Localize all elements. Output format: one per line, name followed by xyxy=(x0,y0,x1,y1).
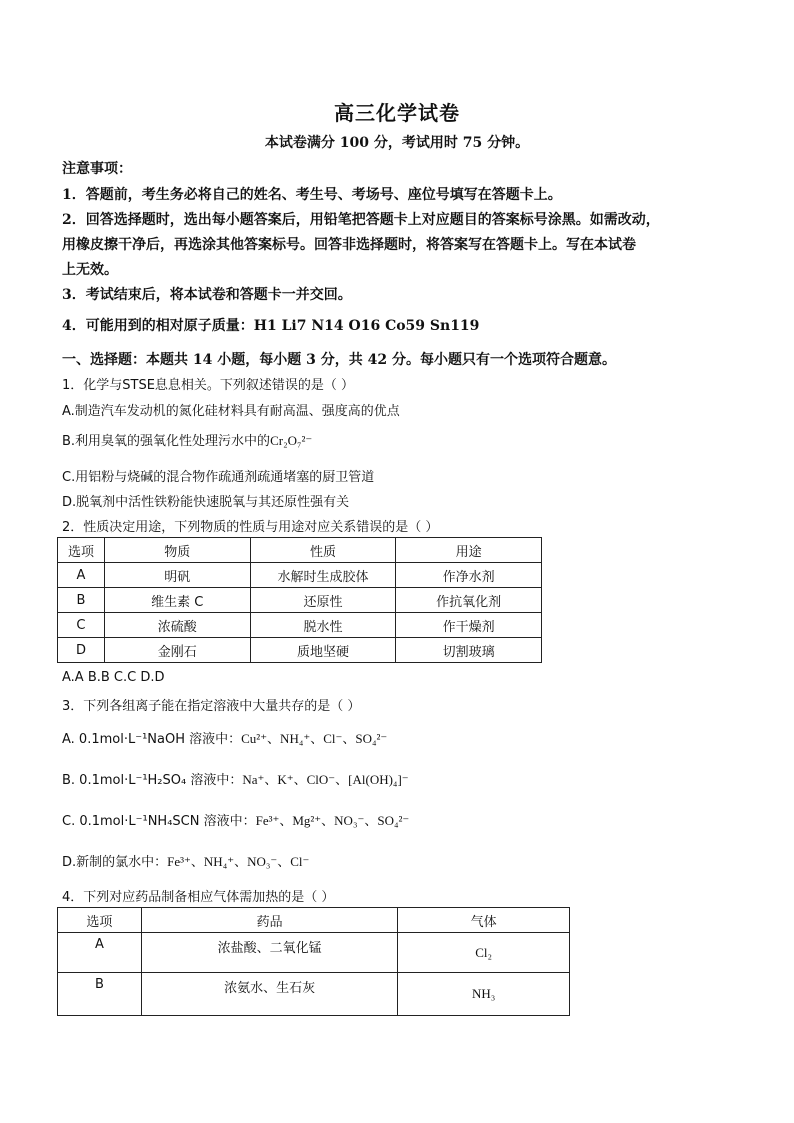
table-row xyxy=(58,588,542,613)
table-row xyxy=(58,563,542,588)
table-cell: 浓氨水、生石灰 xyxy=(141,973,397,1016)
table-cell: 脱水性 xyxy=(250,613,396,638)
q3-option-c xyxy=(62,810,409,829)
table-cell: 浓盐酸、二氧化锰 xyxy=(141,933,397,973)
q1-option-c: C.用铝粉与烧碱的混合物作疏通剂疏通堵塞的厨卫管道 xyxy=(62,470,375,485)
notice-item-2-line-2: 用橡皮擦干净后，再选涂其他答案标号。回答非选择题时，将答案写在答题卡上。写在本试卷 xyxy=(62,237,636,253)
table-cell: 维生素 C xyxy=(104,588,250,613)
q3-option-c-ions: Fe³⁺、Mg²⁺、NO₃⁻、SO₄²⁻ xyxy=(255,813,410,828)
table-cell: A xyxy=(58,563,105,588)
table-cell: 质地坚硬 xyxy=(250,638,396,663)
table-header-cell: 气体 xyxy=(398,908,570,933)
q1-stem: 1．化学与STSE息息相关。下列叙述错误的是（ ） xyxy=(62,378,355,393)
page-title: 高三化学试卷 xyxy=(334,101,460,125)
notice-item-1: 1．答题前，考生务必将自己的姓名、考生号、考场号、座位号填写在答题卡上。 xyxy=(62,187,562,203)
q1-option-b-formula: Cr₂O₇²⁻ xyxy=(270,433,313,448)
table-cell: 作干燥剂 xyxy=(396,613,542,638)
q3-option-a xyxy=(62,728,387,747)
table-cell: 切割玻璃 xyxy=(396,638,542,663)
table-header-cell: 选项 xyxy=(58,538,105,563)
q2-stem: 2．性质决定用途，下列物质的性质与用途对应关系错误的是（ ） xyxy=(62,520,439,535)
table-header-cell: 药品 xyxy=(141,908,397,933)
table-cell: 明矾 xyxy=(104,563,250,588)
table-header-cell: 性质 xyxy=(250,538,396,563)
notice-item-3: 3．考试结束后，将本试卷和答题卡一并交回。 xyxy=(62,287,352,303)
q1-option-b xyxy=(62,430,312,449)
q2-options: A.A B.B C.C D.D xyxy=(62,670,165,685)
q3-option-c-condition: C. 0.1mol·L⁻¹NH₄SCN 溶液中： xyxy=(62,814,256,829)
q2-table xyxy=(57,537,542,663)
table-cell: 浓硫酸 xyxy=(104,613,250,638)
exam-info: 本试卷满分 100 分，考试用时 75 分钟。 xyxy=(264,135,530,151)
q3-option-d-ions: Fe³⁺、NH₄⁺、NO₃⁻、Cl⁻ xyxy=(167,854,310,869)
q1-option-d: D.脱氧剂中活性铁粉能快速脱氧与其还原性强有关 xyxy=(62,495,350,510)
table-header-cell: 物质 xyxy=(104,538,250,563)
notice-item-4: 4．可能用到的相对原子质量：H1 Li7 N14 O16 Co59 Sn119 xyxy=(62,318,480,334)
q3-stem: 3．下列各组离子能在指定溶液中大量共存的是（ ） xyxy=(62,699,361,714)
q4-table xyxy=(57,907,570,1016)
table-cell: 作净水剂 xyxy=(396,563,542,588)
table-cell: 水解时生成胶体 xyxy=(250,563,396,588)
q3-option-b xyxy=(62,769,409,788)
table-cell: B xyxy=(58,973,142,1016)
table-cell: 金刚石 xyxy=(104,638,250,663)
q3-option-d-condition: D.新制的氯水中： xyxy=(62,855,168,870)
table-cell: C xyxy=(58,613,105,638)
table-cell: 作抗氧化剂 xyxy=(396,588,542,613)
section-heading: 一、选择题：本题共 14 小题，每小题 3 分，共 42 分。每小题只有一个选项符合题意。 xyxy=(62,352,616,368)
table-header-row xyxy=(58,538,542,563)
table-cell: D xyxy=(58,638,105,663)
table-cell: A xyxy=(58,933,142,973)
table-row xyxy=(58,613,542,638)
table-header-cell: 用途 xyxy=(396,538,542,563)
q3-option-a-condition: A. 0.1mol·L⁻¹NaOH 溶液中： xyxy=(62,732,242,747)
table-row xyxy=(58,638,542,663)
table-header-cell: 选项 xyxy=(58,908,142,933)
notice-item-2-line-3: 上无效。 xyxy=(62,262,118,278)
table-header-row xyxy=(58,908,570,933)
notice-item-2-line-1: 2．回答选择题时，选出每小题答案后，用铅笔把答题卡上对应题目的答案标号涂黑。如需改动， xyxy=(62,212,660,228)
q3-option-d xyxy=(62,851,309,870)
notice-heading: 注意事项： xyxy=(62,161,132,177)
q3-option-b-ions: Na⁺、K⁺、ClO⁻、[Al(OH)₄]⁻ xyxy=(242,772,409,787)
table-row xyxy=(58,933,570,973)
table-cell: 还原性 xyxy=(250,588,396,613)
q4-stem: 4．下列对应药品制备相应气体需加热的是（ ） xyxy=(62,890,335,905)
q3-option-b-condition: B. 0.1mol·L⁻¹H₂SO₄ 溶液中： xyxy=(62,773,243,788)
table-cell: NH₃ xyxy=(398,973,570,1016)
q1-option-a: A.制造汽车发动机的氮化硅材料具有耐高温、强度高的优点 xyxy=(62,404,400,419)
table-cell: Cl₂ xyxy=(398,933,570,973)
table-cell: B xyxy=(58,588,105,613)
table-row xyxy=(58,973,570,1016)
q1-option-b-text: B.利用臭氧的强氧化性处理污水中的 xyxy=(62,434,271,449)
q3-option-a-ions: Cu²⁺、NH₄⁺、Cl⁻、SO₄²⁻ xyxy=(241,731,388,746)
